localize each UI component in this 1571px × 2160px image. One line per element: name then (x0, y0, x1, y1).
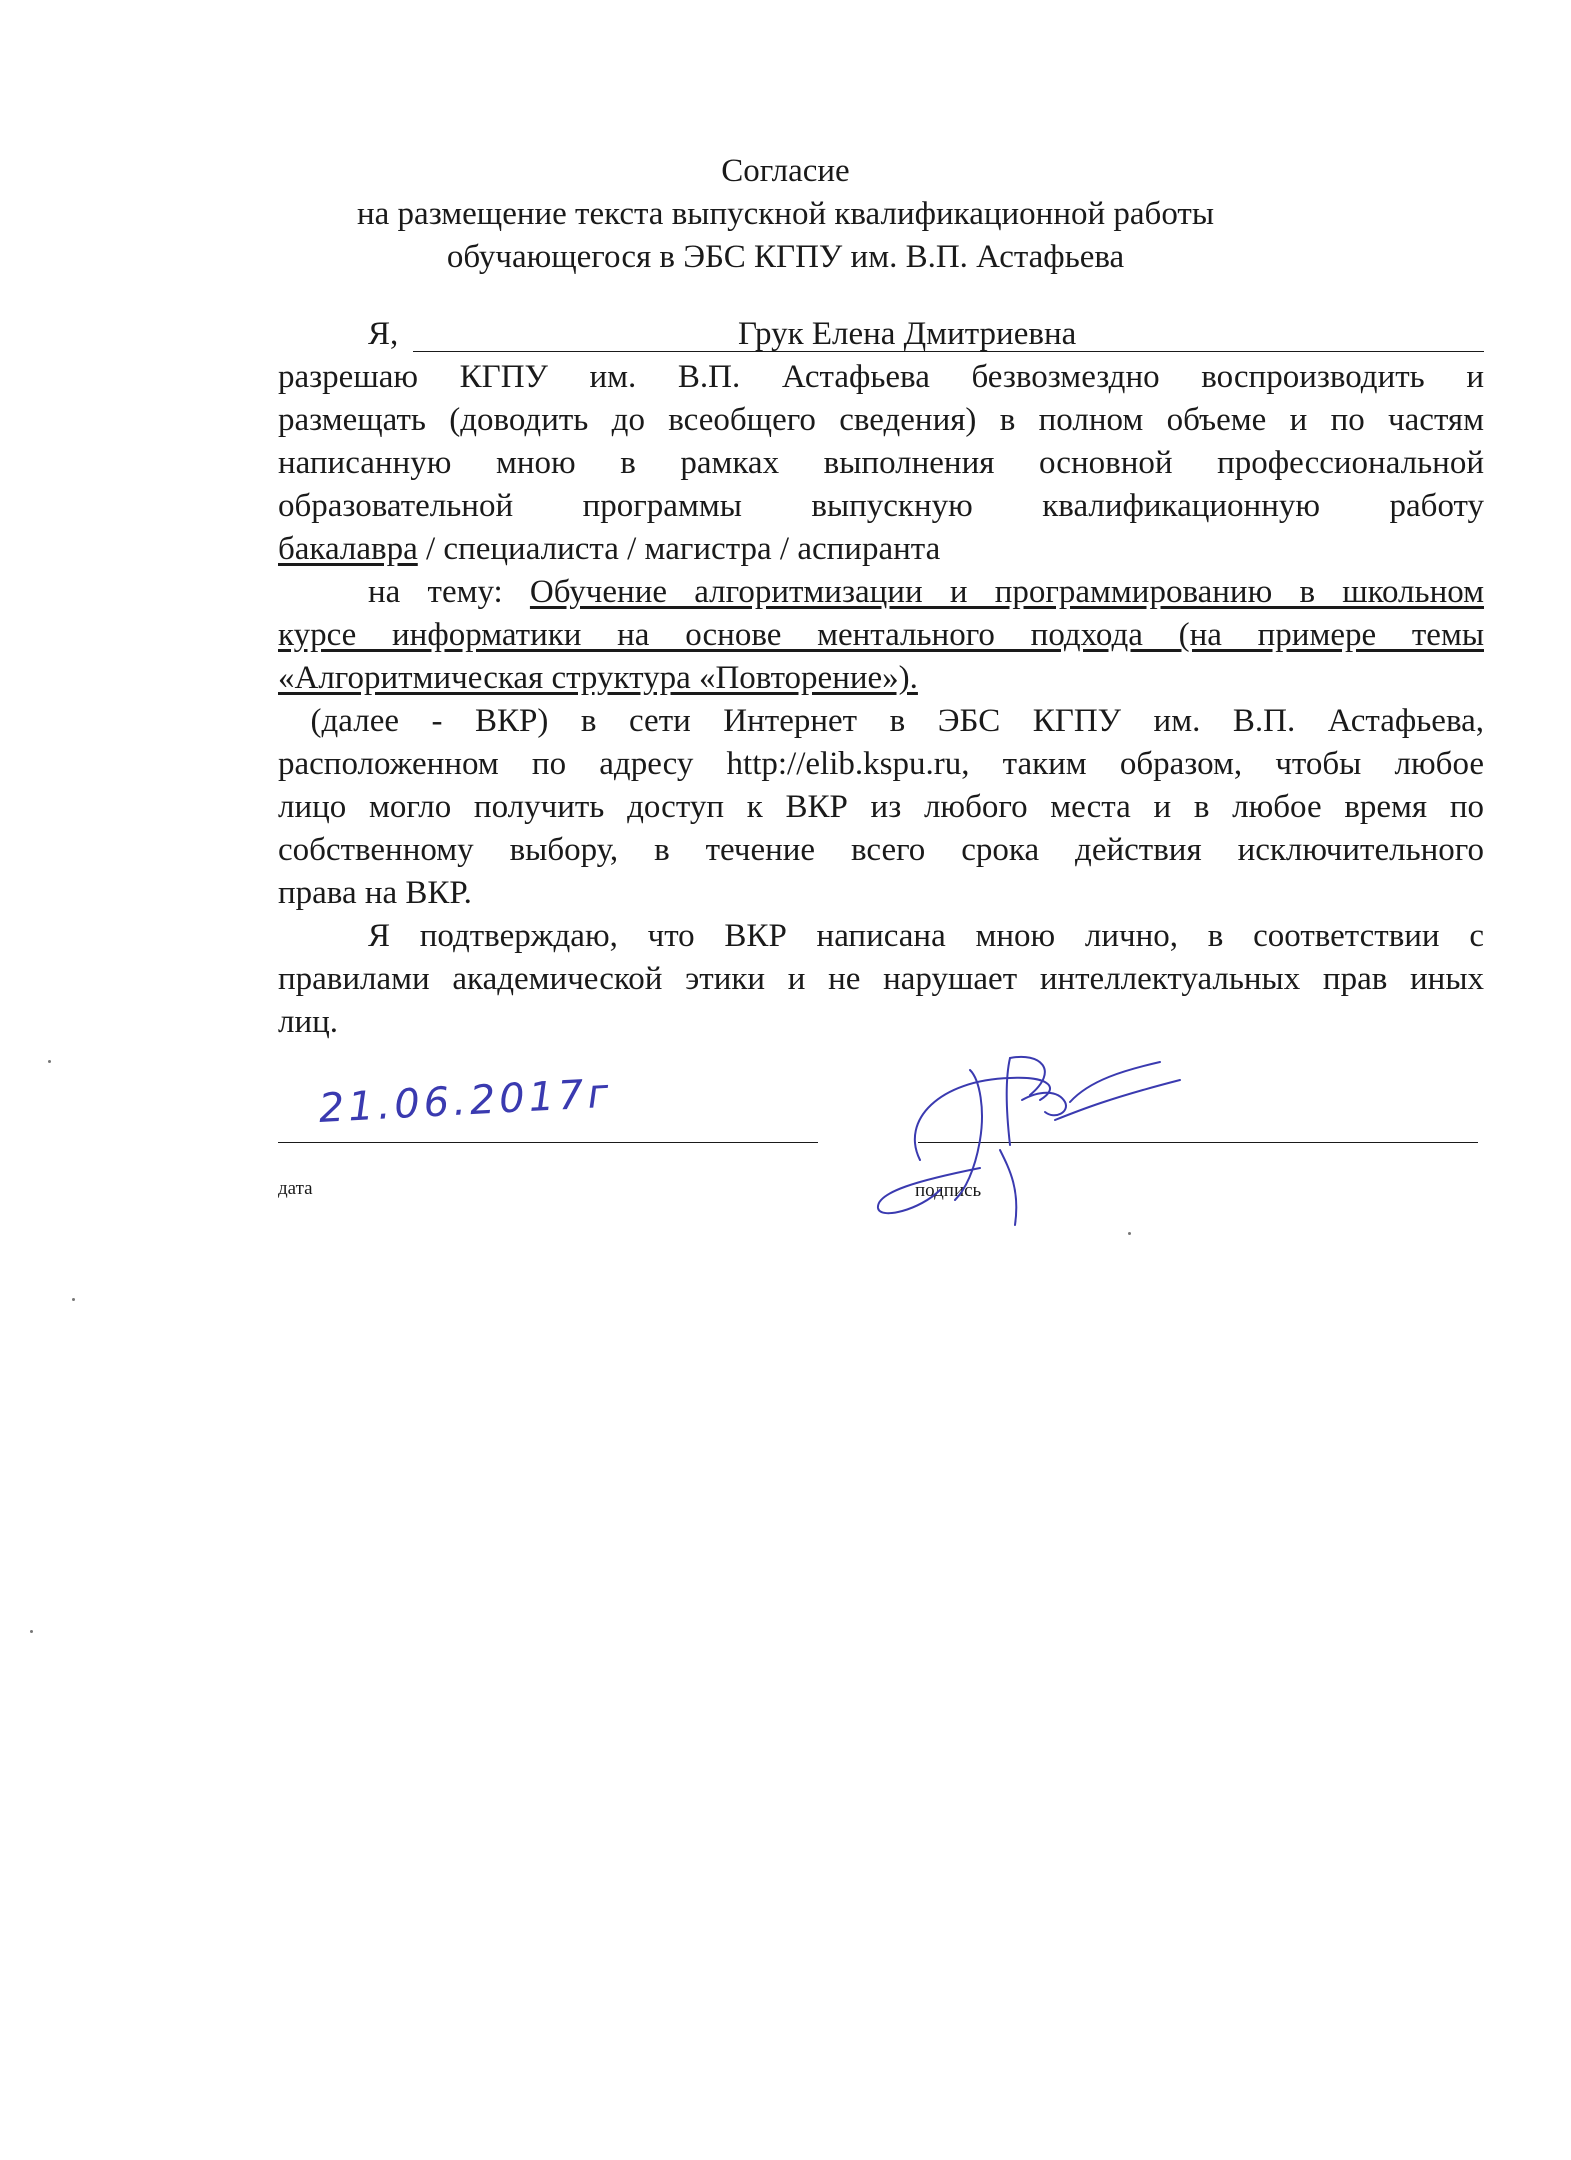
title-line-3: обучающегося в ЭБС КГПУ им. В.П. Астафьева (446, 239, 1125, 275)
scan-speck (72, 1298, 75, 1301)
paragraph3-line-1: Я подтверждаю, что ВКР написана мною лично, в соответствии с (368, 918, 1484, 954)
paragraph2-line-3: лицо могло получить доступ к ВКР из любого места и в любое время по (278, 789, 1484, 825)
paragraph3-line-2: правилами академической этики и не нарушает интеллектуальных прав иных (278, 961, 1484, 997)
paragraph1-line-2: размещать (доводить до всеобщего сведения) в полном объеме и по частям (278, 402, 1484, 438)
paragraph1-line-1: разрешаю КГПУ им. В.П. Астафьева безвозмездно воспроизводить и (278, 359, 1484, 395)
ya-label: Я, (368, 316, 399, 352)
title-line-2: на размещение текста выпускной квалификационной работы (356, 196, 1214, 232)
date-line (278, 1142, 818, 1143)
date-label: дата (278, 1178, 313, 1199)
scan-speck (1128, 1232, 1131, 1235)
paragraph2-line-4: собственному выбору, в течение всего срока действия исключительного (278, 832, 1484, 868)
topic-line-3: «Алгоритмическая структура «Повторение»). (278, 660, 918, 696)
signature-label: подпись (915, 1180, 982, 1201)
degree-options: / специалиста / магистра / аспиранта (417, 531, 941, 567)
topic-label: на тему: (368, 574, 530, 610)
topic-text-1: Обучение алгоритмизации и программированию в школьном (529, 574, 1484, 610)
paragraph1-line-3: написанную мною в рамках выполнения основной профессиональной (278, 445, 1484, 481)
paragraph1-line-4: образовательной программы выпускную квалификационную работу (278, 488, 1484, 524)
paragraph2-line-5: права на ВКР. (278, 875, 472, 911)
scan-speck (48, 1060, 51, 1063)
paragraph2-line-1: (далее - ВКР) в сети Интернет в ЭБС КГПУ им. В.П. Астафьева, (278, 703, 1484, 739)
topic-line-2: курсе информатики на основе ментального подхода (на примере темы (278, 617, 1484, 653)
handwritten-signature (860, 1040, 1200, 1230)
full-name: Грук Елена Дмитриевна (738, 316, 1077, 352)
document-title (0, 150, 1571, 279)
degree-selected: бакалавра (278, 531, 418, 567)
handwritten-date: 21.06.2017г (317, 1070, 614, 1132)
name-field-row (278, 313, 1484, 356)
consent-body (278, 313, 1484, 1044)
degree-line (278, 528, 1484, 571)
title-line-1: Согласие (721, 153, 850, 189)
topic-line-1 (278, 571, 1484, 614)
paragraph3-line-3: лиц. (278, 1004, 339, 1040)
scan-speck (30, 1630, 33, 1633)
paragraph2-line-2: расположенном по адресу http://elib.kspu.ru, таким образом, чтобы любое (278, 746, 1484, 782)
